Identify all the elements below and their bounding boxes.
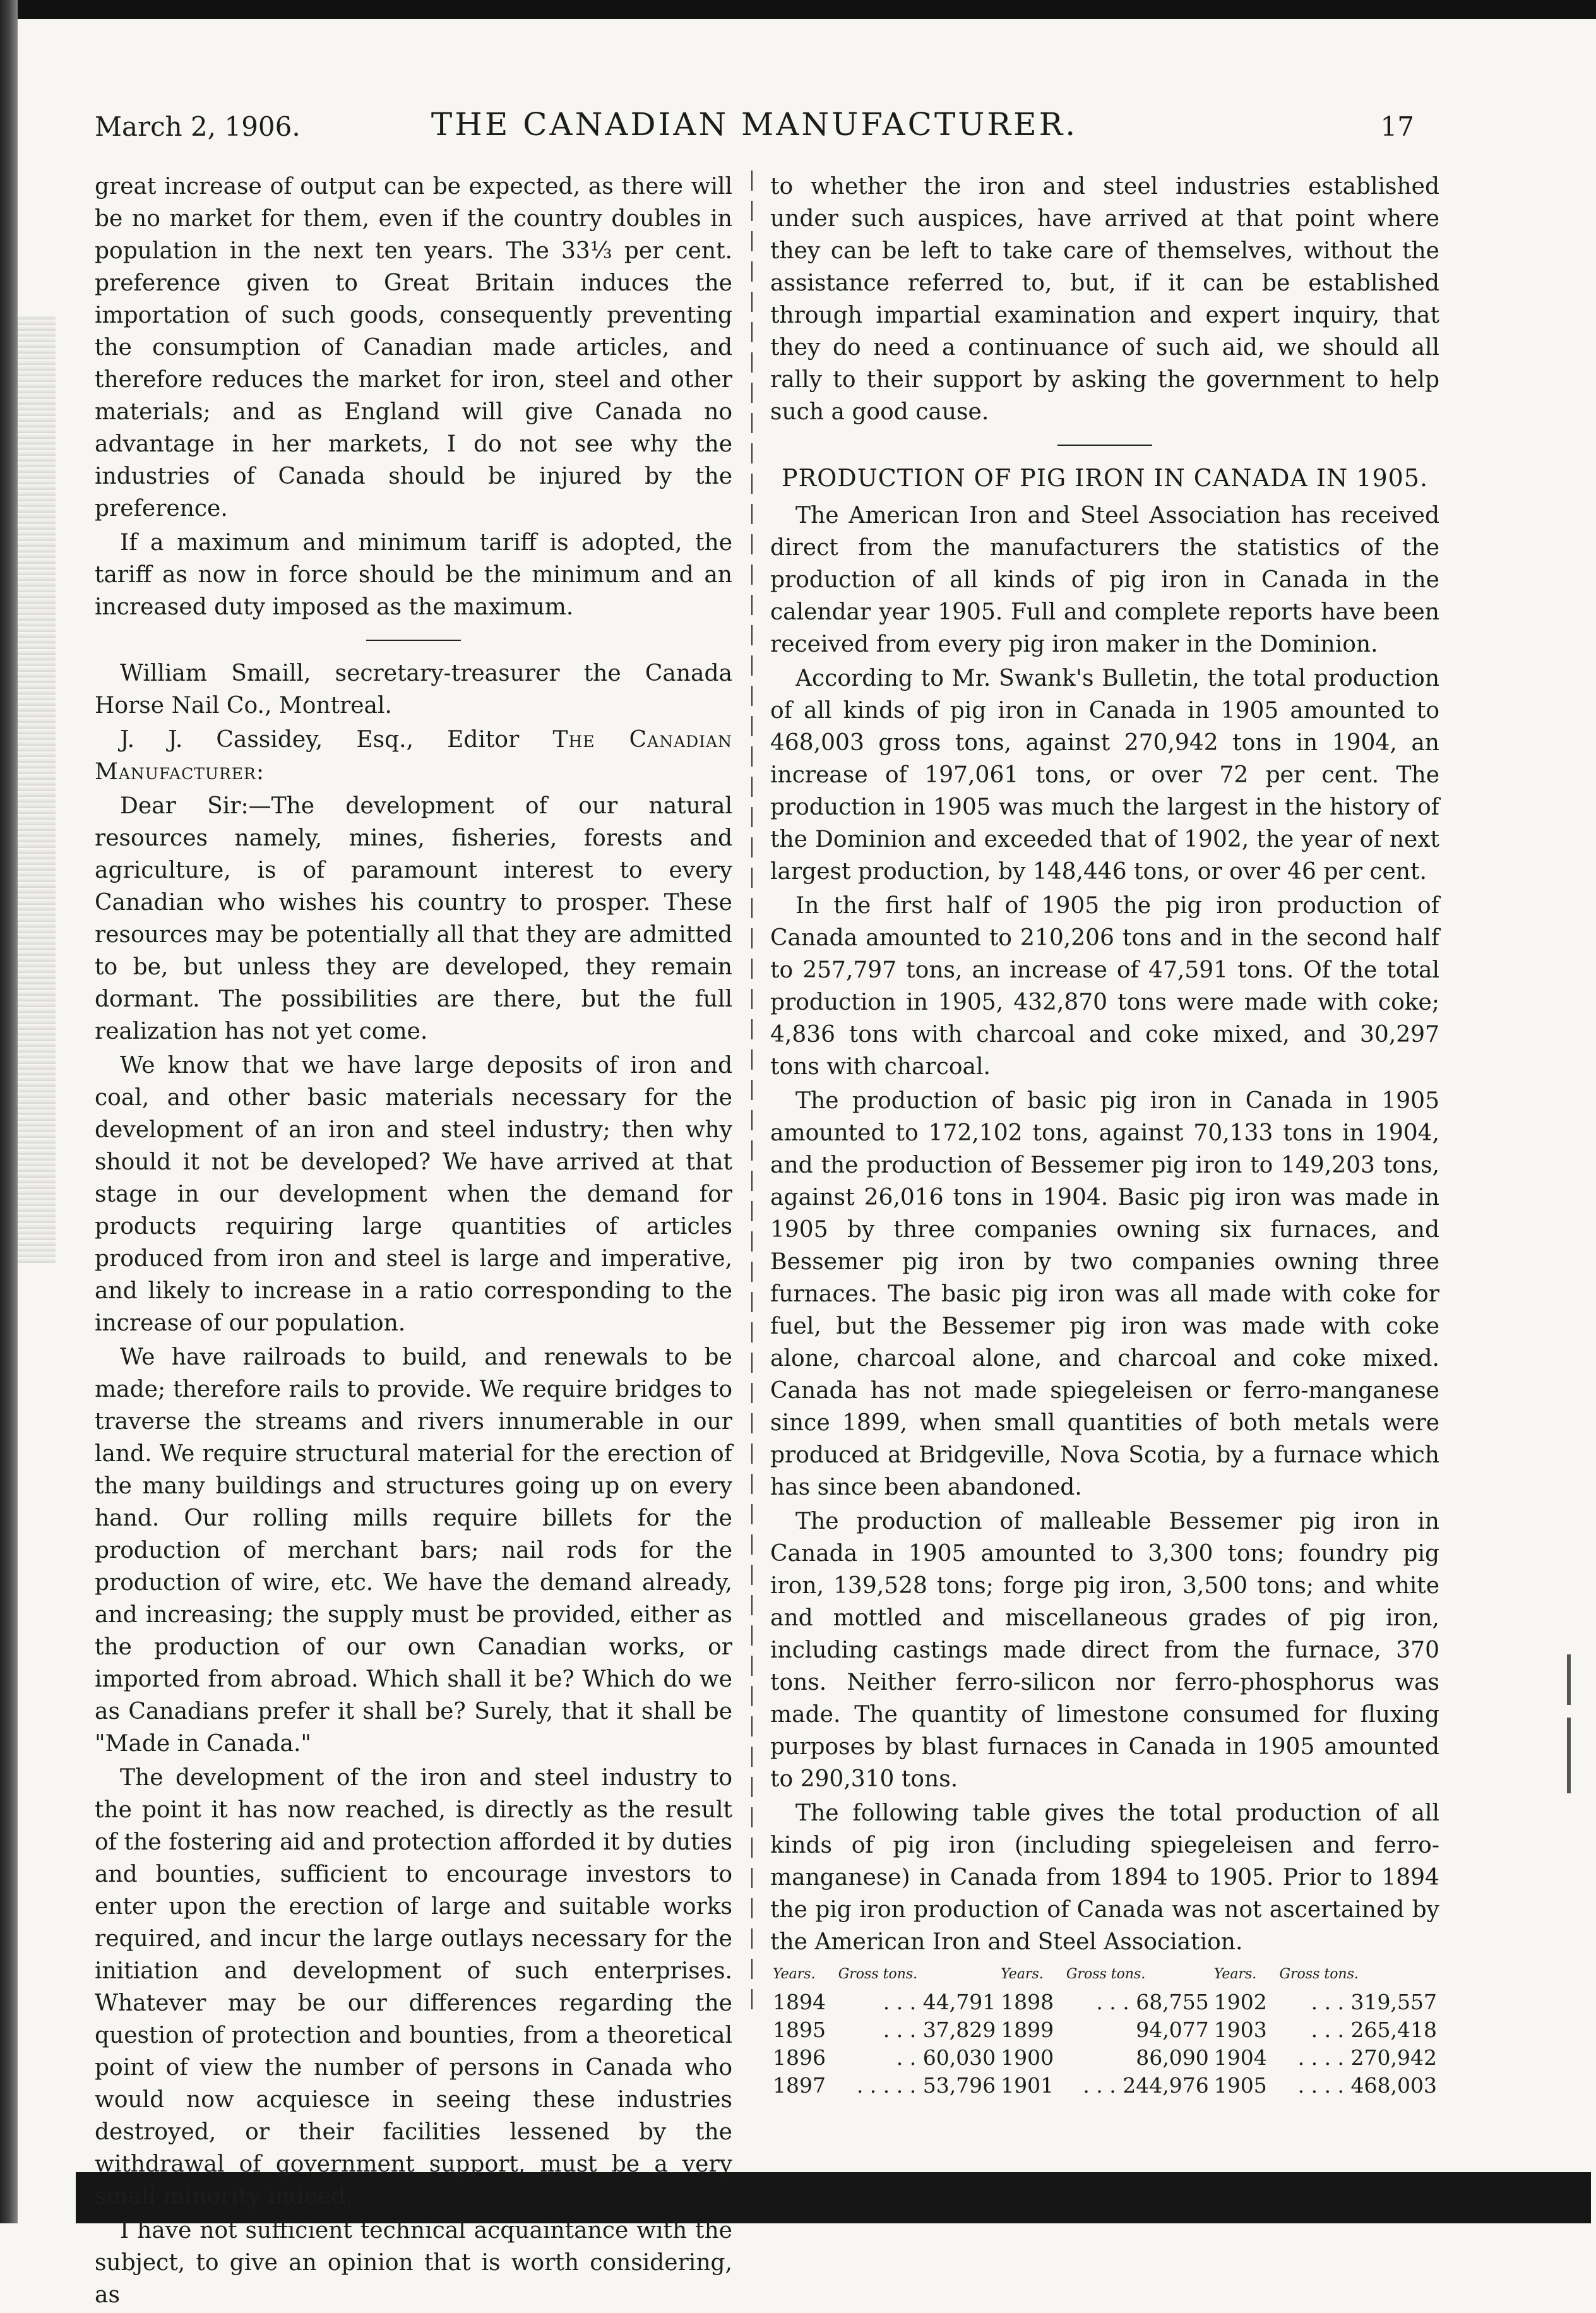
table-cell: 1894 bbox=[773, 1990, 826, 2014]
table-cell: . . . 265,418 bbox=[1311, 2017, 1437, 2042]
table-cell: 1896 bbox=[773, 2045, 826, 2070]
table-cell: 1900 bbox=[1001, 2045, 1054, 2070]
article-heading: PRODUCTION OF PIG IRON IN CANADA IN 1905. bbox=[781, 464, 1429, 492]
column-header: Years. bbox=[773, 1966, 816, 1982]
right-column bbox=[770, 170, 1439, 2100]
column-header: Years. bbox=[1001, 1966, 1044, 1982]
table-row bbox=[770, 2072, 1439, 2100]
table-cell: 86,090 bbox=[1136, 2045, 1209, 2070]
paragraph: In the first half of 1905 the pig iron production of Canada amounted to 210,206 tons and in the second half to 257,797 tons, an increase of 47,591 tons. Of the total production in 1905, 432,870 tons were made with coke; 4,836 tons with charcoal and coke mixed, and 30,297 tons with charcoal. bbox=[770, 893, 1439, 1080]
pig-iron-production-table bbox=[770, 1961, 1439, 2100]
table-cell: 1899 bbox=[1001, 2017, 1054, 2042]
table-row bbox=[770, 2044, 1439, 2072]
table-cell: 1897 bbox=[773, 2073, 826, 2098]
table-cell: 1898 bbox=[1001, 1990, 1054, 2014]
table-cell: . . . . . 53,796 bbox=[856, 2073, 996, 2098]
paragraph: great increase of output can be expected, as there will be no market for them, even if the country doubles in population in the next ten years. The 33⅓ per cent. preference given to Great Britain induces the importation of such goods, consequently preventing the consumption of Canadian made articles, and therefore reduces the market for iron, steel and other materials; and as England will give Canada no advantage in her markets, I do not see why the industries of Canada should be injured by the preference. bbox=[95, 174, 732, 522]
page-number: 17 bbox=[1380, 111, 1414, 142]
table-cell: 1903 bbox=[1213, 2017, 1267, 2042]
letter-author: William Smaill, secretary-treasurer the Canada Horse Nail Co., Montreal. bbox=[95, 660, 732, 719]
table-cell: 1901 bbox=[1001, 2073, 1054, 2098]
table-cell: . . . . 468,003 bbox=[1297, 2073, 1437, 2098]
paragraph: We have railroads to build, and renewals to be made; therefore rails to provide. We require bridges to traverse the streams and rivers innumerable in our land. We require structural material for the erection of the many buildings and structures going up on every hand. Our rolling mills require billets for the production of merchant bars; nail rods for the production of wire, etc. We have the demand already, and increasing; the supply must be provided, either as the production of our own Canadian works, or imported from abroad. Which shall it be? Which do we as Canadians prefer it shall be? Surely, that it shall be "Made in Canada." bbox=[95, 1344, 732, 1757]
paragraph: If a maximum and minimum tariff is adopted, the tariff as now in force should be the minimum and an increased duty imposed as the maximum. bbox=[95, 530, 732, 620]
table-cell: 1905 bbox=[1213, 2073, 1267, 2098]
table-cell: . . . 44,791 bbox=[883, 1990, 996, 2014]
table-cell: . . . . 270,942 bbox=[1297, 2045, 1437, 2070]
paragraph: to whether the iron and steel industries established under such auspices, have arrived at that point where they can be left to take care of themselves, without the assistance referred to, but, if it can be established through impartial examination and expert inquiry, that they do need a continuance of such aid, we should all rally to their support by asking the government to help such a good cause. bbox=[770, 174, 1439, 425]
table-cell: 1902 bbox=[1213, 1990, 1267, 2014]
table-cell: . . . 319,557 bbox=[1311, 1990, 1437, 2014]
divider bbox=[366, 640, 461, 641]
publication-title: THE CANADIAN MANUFACTURER. bbox=[431, 106, 1078, 143]
table-header-row bbox=[770, 1961, 1439, 1988]
table-cell: 1895 bbox=[773, 2017, 826, 2042]
table-cell: . . . 37,829 bbox=[883, 2017, 996, 2042]
scan-border-left bbox=[0, 0, 18, 2223]
paragraph: The American Iron and Steel Association has received direct from the manufacturers the statistics of the production of all kinds of pig iron in Canada in the calendar year 1905. Full and complete reports have been received from every pig iron maker in the Dominion. bbox=[770, 503, 1439, 657]
table-cell: 1904 bbox=[1213, 2045, 1267, 2070]
paragraph: The production of malleable Bessemer pig iron in Canada in 1905 amounted to 3,300 tons; foundry pig iron, 139,528 tons; forge pig iron, 3,500 tons; and white and mottled and miscellaneous grades of pig iron, including castings made direct from the furnace, 370 tons. Neither ferro-silicon nor ferro-phosphorus was made. The quantity of limestone consumed for fluxing purposes by blast furnaces in Canada in 1905 amounted to 290,310 tons. bbox=[770, 1509, 1439, 1792]
paragraph: Dear Sir:—The development of our natural resources namely, mines, fisheries, forests and agriculture, is of paramount interest to every Canadian who wishes his country to prosper. These resources may be potentially all that they are admitted to be, but unless they are developed, they remain dormant. The possibilities are there, but the full realization has not yet come. bbox=[95, 793, 732, 1044]
table-cell: . . . 68,755 bbox=[1096, 1990, 1209, 2014]
paragraph: I have not sufficient technical acquaintance with the subject, to give an opinion that is worth considering, as bbox=[95, 2218, 732, 2308]
column-header: Gross tons. bbox=[1279, 1966, 1359, 1982]
paragraph: We know that we have large deposits of iron and coal, and other basic materials necessary for the development of an iron and steel industry; then why should it not be developed? We have arrived at that stage in our development when the demand for products requiring large quantities of articles produced from iron and steel is large and imperative, and likely to increase in a ratio corresponding to the increase of our population. bbox=[95, 1053, 732, 1336]
table-row bbox=[770, 2016, 1439, 2044]
paragraph: The development of the iron and steel industry to the point it has now reached, is directly as the result of the fostering aid and protection afforded it by duties and bounties, sufficient to encourage investors to enter upon the erection of large and suitable works required, and incur the large outlays necessary for the initiation and development of such enterprises. Whatever may be our differences regarding the question of protection and bounties, from a theoretical point of view the number of persons in Canada who would now acquiesce in seeing these industries destroyed, or their facilities lessened by the withdrawal of government support, must be a very small minority indeed. bbox=[95, 1765, 732, 2209]
table-row bbox=[770, 1988, 1439, 2016]
addressee-name: J. J. Cassidey, Esq., Editor bbox=[120, 727, 520, 753]
letter-addressee bbox=[95, 724, 732, 788]
scan-border-top bbox=[0, 0, 1596, 19]
addressee-publication: The Canadian Manufacturer: bbox=[95, 727, 732, 785]
column-header: Gross tons. bbox=[1066, 1966, 1146, 1982]
column-header: Gross tons. bbox=[838, 1966, 918, 1982]
column-header: Years. bbox=[1213, 1966, 1257, 1982]
issue-date: March 2, 1906. bbox=[95, 111, 301, 142]
table-cell: . . 60,030 bbox=[896, 2045, 996, 2070]
column-separator bbox=[751, 170, 753, 2014]
paragraph: The production of basic pig iron in Canada in 1905 amounted to 172,102 tons, against 70,133 tons in 1904, and the production of Bessemer pig iron to 149,203 tons, against 26,016 tons in 1904. Basic pig iron was made in 1905 by three companies owning six furnaces, and Bessemer pig iron by two companies owning three furnaces. The basic pig iron was all made with coke for fuel, but the Bessemer pig iron was made with coke alone, charcoal alone, and charcoal and coke mixed. Canada has not made spiegeleisen or ferro-manganese since 1899, when small quantities of both metals were produced at Bridgeville, Nova Scotia, by a furnace which has since been abandoned. bbox=[770, 1088, 1439, 1500]
paragraph: The following table gives the total production of all kinds of pig iron (including spiegeleisen and ferro-manganese) in Canada from 1894 to 1905. Prior to 1894 the pig iron production of Canada was not ascertained by the American Iron and Steel Association. bbox=[770, 1800, 1439, 1955]
scan-noise-left bbox=[18, 316, 56, 1263]
scan-speck bbox=[1567, 1718, 1571, 1793]
table-cell: . . . 244,976 bbox=[1083, 2073, 1209, 2098]
table-cell: 94,077 bbox=[1136, 2017, 1209, 2042]
scan-speck bbox=[1567, 1654, 1571, 1705]
page-header bbox=[95, 106, 1414, 150]
paragraph: According to Mr. Swank's Bulletin, the total production of all kinds of pig iron in Canada in 1905 amounted to 468,003 gross tons, against 270,942 tons in 1904, an increase of 197,061 tons, or over 72 per cent. The production in 1905 was much the largest in the history of the Dominion and exceeded that of 1902, the year of next largest production, by 148,446 tons, or over 46 per cent. bbox=[770, 666, 1439, 885]
divider bbox=[1057, 445, 1152, 446]
left-column bbox=[95, 170, 732, 2313]
